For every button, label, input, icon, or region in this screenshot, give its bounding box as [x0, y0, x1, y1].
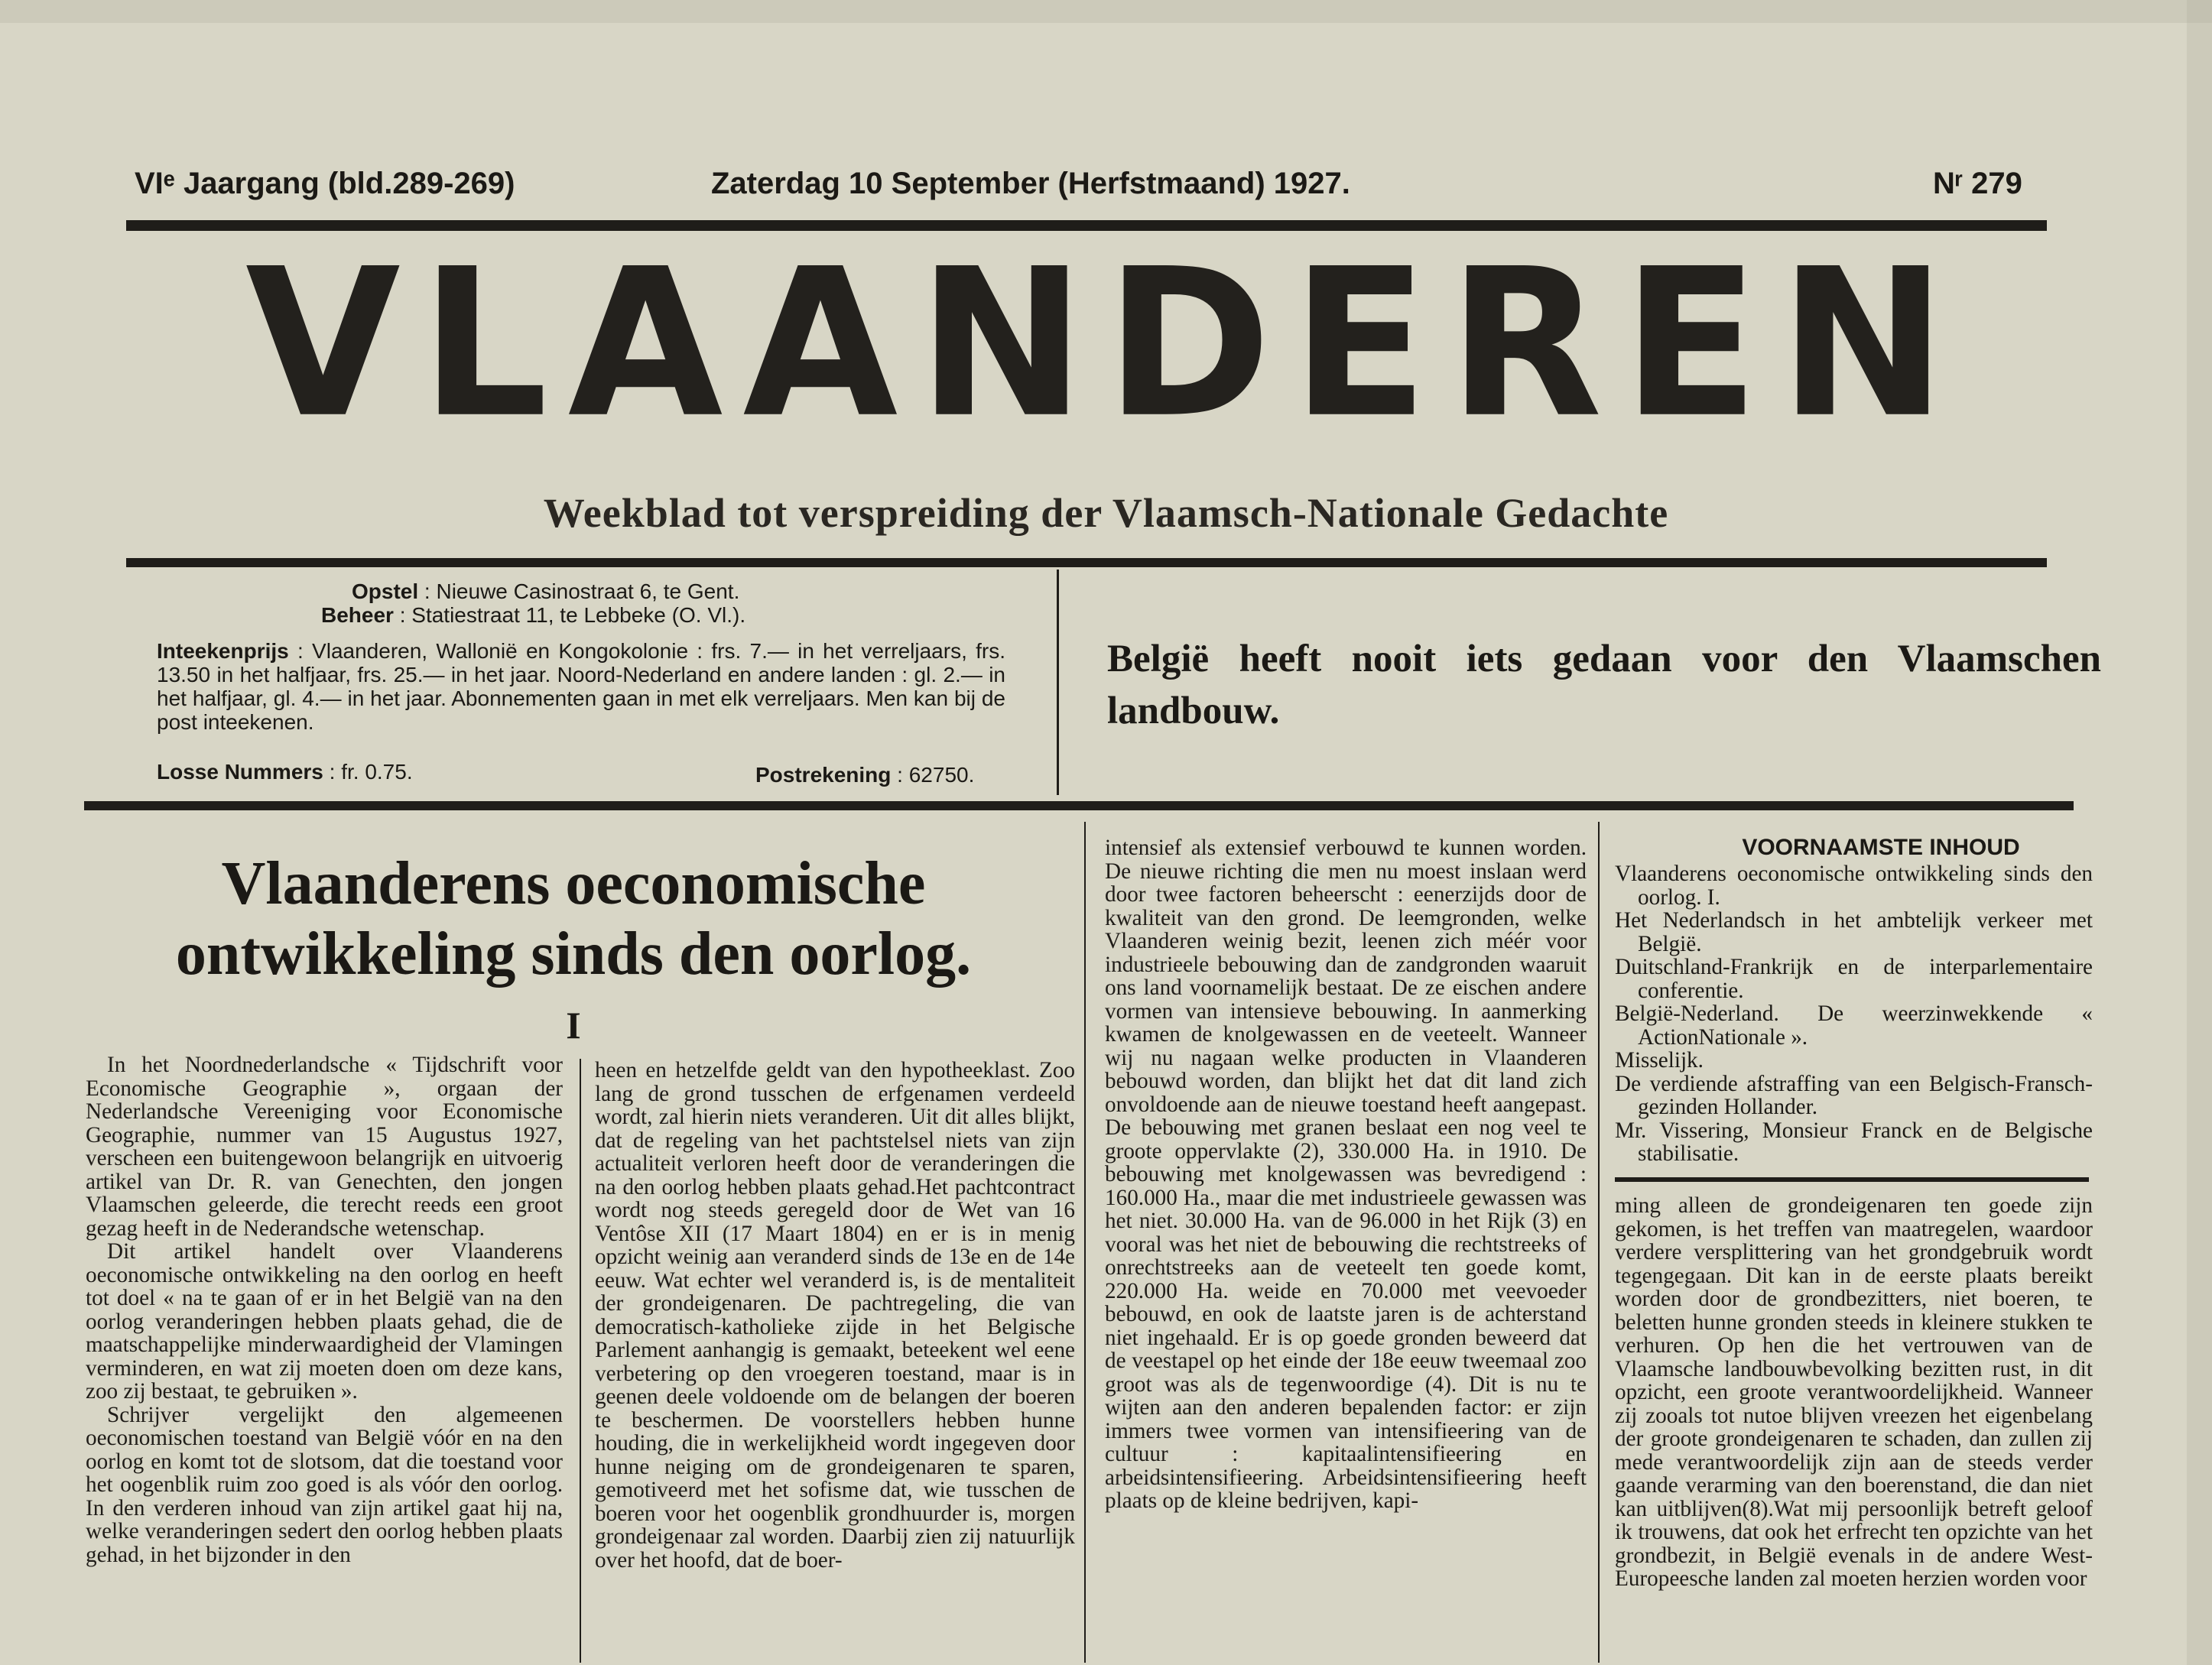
article-column-3	[1105, 836, 1587, 1513]
newspaper-title: VLAANDEREN	[245, 224, 1967, 463]
masthead-rule-bottom	[126, 558, 2047, 567]
newspaper-subtitle: Weekblad tot verspreiding der Vlaamsch-Nationale Gedachte	[543, 490, 1669, 536]
address-block	[321, 579, 1025, 627]
single-issue-price	[157, 760, 616, 784]
article-paragraph: Schrijver vergelijkt den algemeenen oeconomischen toestand van België vóór en na den oorlog en komt tot de slotsom, dat die toestand voor het oogenblik ruim zoo goed is als vóór den oorlog. In den verderen inhoud van zijn artikel gaat hij na, welke veranderingen sedert den oorlog hebben plaats gehad, in het bijzonder in den	[86, 1402, 563, 1567]
subscription-text: : Vlaanderen, Wallonië en Kongokolonie : frs. 7.— in het verreljaars, frs. 13.50 in het halfjaar, frs. 25.— in het jaar. Noord-Nederland en andere landen : gl. 2.— in het halfjaar, gl. 4.— in het jaar. Abonnementen gaan in met elk verreljaars. Men kan bij de post inteekenen.	[157, 639, 1006, 734]
info-divider	[1057, 570, 1059, 795]
subscription-block	[157, 639, 1005, 734]
contents-item: Misselijk.	[1615, 1048, 1704, 1073]
contents-rule	[1615, 1177, 2089, 1182]
opstel-address: : Nieuwe Casinostraat 6, te Gent.	[424, 579, 740, 603]
article-paragraph: heen en hetzelfde geldt van den hypotheeklast. Zoo lang de grond tusschen de erfgenamen verdeeld wordt, zal hierin niets veranderen. Uit dit alles blijkt, dat de regeling van het pachtstelsel niets van zijn actualiteit verloren heeft door de veranderingen die na den oorlog hebben plaats gehad.Het pachtcontract wordt nog steeds geregeld door de Wet van 16 Ventôse XII (17 Maart 1804) en er is in menig opzicht weinig aan veranderd sinds de 13e en de 14e eeuw. Wat echter wel veranderd is, is de mentaliteit der grondeigenaren. De pachtregeling, die van democratisch-katholieke zijde in het Belgische Parlement aanhangig is gemaakt, beteekent wel eene verbetering op den vroegeren toestand, maar is in geenen deele voldoende om de belangen der boeren te beschermen. De voorstellers hebben hunne houding, die in werkelijkheid wordt ingegeven door hunne neiging om de grondeigenaren te sparen, gemotiveerd met het sofisme dat, wie tusschen de boeren voor het oogenblik grondhuurder is, morgen grondeigenaar zal worden. Daarbij zien zij natuurlijk over het hoofd, dat de boer-	[595, 1058, 1075, 1572]
article-part-number: I	[566, 1004, 581, 1047]
losse-price: : fr. 0.75.	[329, 760, 413, 784]
section-rule	[84, 801, 2074, 810]
column-divider	[580, 1059, 581, 1663]
postrekening-number: : 62750.	[897, 763, 975, 787]
column-divider	[1084, 822, 1086, 1663]
contents-item: Het Nederlandsch in het ambtelijk verkeer met België.	[1615, 908, 2093, 956]
contents-item: België-Nederland. De weerzinwekkende « ActionNationale ».	[1615, 1001, 2093, 1050]
losse-label: Losse Nummers	[157, 760, 323, 784]
article-paragraph: intensief als extensief verbouwd te kunnen worden. De nieuwe richting die men nu moest inslaan werd door twee factoren beheerscht : eenerzijds door de kwaliteit van den grond. De leemgronden, welke Vlaanderen weinig bezit, leenen zich méér voor industrieele bebouwing dan de zandgronden waaruit ons land voornamelijk bestaat. De ze eischen andere vormen van intensieve bebouwing. In aanmerking kwamen de knolgewassen en de veeteelt. Wanneer wij nu nagaan welke producten in Vlaanderen bebouwd worden, dan blijkt het dat dit land zich onvoldoende aan de nieuwe toestand heeft aangepast. De bebouwing met granen beslaat een nog veel te groote oppervlakte (2), 330.000 Ha. in 1910. De bebouwing met knolgewassen was bevredigend : 160.000 Ha., maar die met industrieele gewassen was het niet. 30.000 Ha. van de 96.000 in het Rijk (3) en vooral was het niet de bebouwing die rechtstreeks of onrechtstreeks aan de veeteelt ten goede komt, 220.000 Ha. weide en 70.000 met veevoeder bebouwd, en ook de laatste jaren is de achterstand niet ingehaald. Er is op goede gronden beweerd dat de veestapel op het einde der 18e eeuw tweemaal zoo groot was als de tegenwoordige (4). Dit is nu te wijten aan den anderen bepalenden factor: er zijn immers twee vormen van intensifieering van de cultuur : kapitaalintensifieering en arbeidsintensifieering. Arbeidsintensifieering heeft plaats op de kleine bedrijven, kapi-	[1105, 836, 1587, 1513]
paper-edge	[0, 0, 2212, 23]
issue-date: Zaterdag 10 September (Herfstmaand) 1927.	[711, 167, 1350, 200]
subscription-label: Inteekenprijs	[157, 639, 289, 663]
contents-list	[1615, 862, 2093, 1166]
volume-label: VIᵉ Jaargang (bld.289-269)	[135, 167, 515, 200]
article-column-2	[595, 1059, 1075, 1572]
contents-item: Vlaanderens oeconomische ontwikkeling sinds den oorlog. I.	[1615, 862, 2093, 910]
contents-item: De verdiende afstraffing van een Belgisch-Fransch-gezinden Hollander.	[1615, 1071, 2093, 1119]
article-column-4	[1615, 1194, 2093, 1591]
postrekening-label: Postrekening	[755, 763, 892, 787]
article-column-1	[86, 1053, 563, 1566]
contents-item: Mr. Vissering, Monsieur Franck en de Belgische stabilisatie.	[1615, 1118, 2093, 1166]
beheer-address: : Statiestraat 11, te Lebbeke (O. Vl.).	[399, 603, 746, 627]
issue-number: Nʳ 279	[1933, 167, 2022, 200]
article-headline: Vlaanderens oeconomische ontwikkeling sinds den oorlog.	[175, 850, 972, 988]
postal-account	[755, 763, 1061, 787]
opstel-label: Opstel	[352, 579, 419, 603]
contents-item: Duitschland-Frankrijk en de interparlementaire conferentie.	[1615, 955, 2093, 1003]
article-paragraph: Dit artikel handelt over Vlaanderens oeconomische ontwikkeling na den oorlog en heeft tot doel « na te gaan of er in het België van na den oorlog veranderingen hebben plaats gehad, die de maatschappelijke minderwaardigheid der Vlamingen verminderen, en wat zij moeten doen om deze kans, zoo zij bestaat, te gebruiken ».	[86, 1239, 563, 1404]
beheer-label: Beheer	[321, 603, 394, 627]
announcement-headline: België heeft nooit iets gedaan voor den Vlaamschen landbouw.	[1107, 638, 2101, 732]
article-paragraph: In het Noordnederlandsche « Tijdschrift voor Economische Geographie », orgaan der Nederlandsche Vereeniging voor Economische Geographie, nummer van 15 Augustus 1927, verscheen een buitengewoon belangrijk en uitvoerig artikel van Dr. R. van Genechten, den jongen Vlaamschen geleerde, die terecht reeds een groot gezag heeft in de Nederandsche wetenschap.	[86, 1053, 563, 1241]
column-divider	[1598, 822, 1600, 1663]
article-paragraph: ming alleen de grondeigenaren ten goede zijn gekomen, is het treffen van maatregelen, waardoor verdere versplittering van het grondgebruik wordt tegengegaan. Dit kan in de eerste plaats bereikt worden door de grondbezitters, niet boeren, te beletten hunne gronden steeds in kleinere stukken te verhuren. Op hen die het vertrouwen van de Vlaamsche landbouwbevolking bezitten rust, in dit opzicht, een groote verantwoordelijkheid. Wanneer zij zooals tot nutoe blijven vreezen het eigenbelang der groote grondeigenaren te schaden, dan zullen zij mede verantwoordelijk zijn aan de steeds verder gaande verarming van den boerenstand, die dan niet kan uitblijven(8).Wat mij persoonlijk betreft geloof ik trouwens, dat ook het erfrecht ten opzichte van het grondbezit, in België evenals in de andere West-Europeesche landen zal moeten herzien worden voor	[1615, 1193, 2093, 1591]
contents-title: VOORNAAMSTE INHOUD	[1742, 835, 2020, 860]
